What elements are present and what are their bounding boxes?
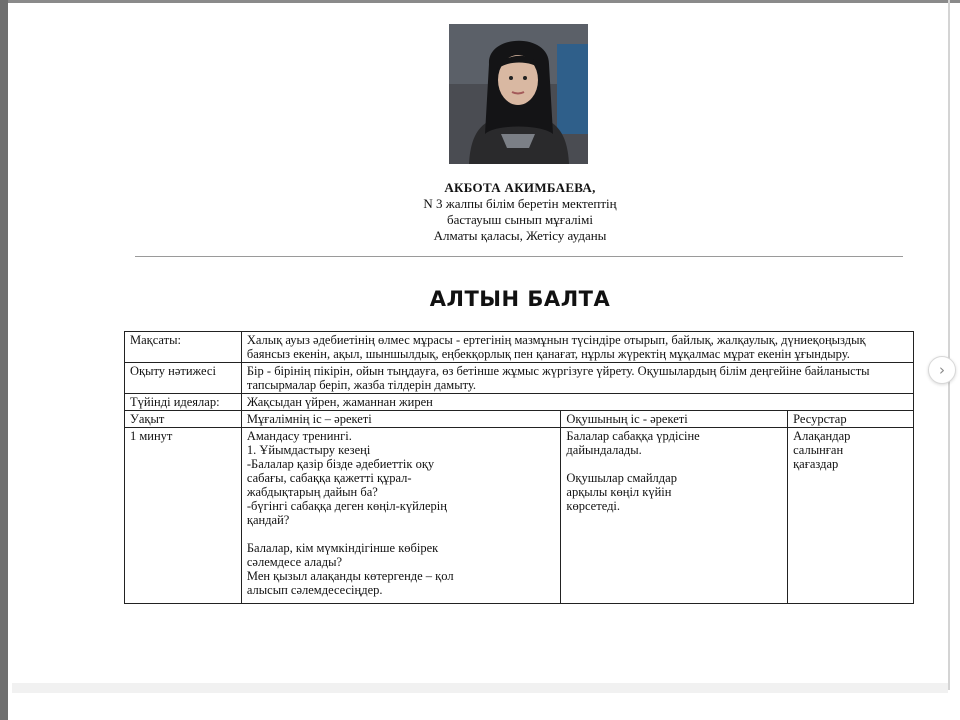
author-name: АКБОТА АКИМБАЕВА, [444,180,596,195]
author-location: Алматы қаласы, Жетісу ауданы [433,228,607,243]
goal-text: Халық ауыз әдебиетінің өлмес мұрасы - ертегінің мазмұнын түсіндіре отырып, байлық, жалқаулық, дүниеқоңыздық баянсыз екенін, ақыл, шыншылдық, еңбекқорлық пен қанағат, нұрлы жүректің мұқалмас мұрат екенін ұғындыру. [241,332,913,363]
ideas-text: Жақсыдан үйрен, жаманнан жирен [241,394,913,411]
header-student: Оқушының іс - әрекеті [561,411,788,428]
author-position: бастауыш сынып мұғалімі [447,212,593,227]
teacher-line: сәлемдесе алады? [246,555,343,569]
teacher-line: Амандасу тренингі. [246,429,352,443]
divider-line [135,256,903,257]
resource-line: қағаздар [793,457,839,471]
teacher-line: -Балалар қазір бізде әдебиеттік оқу [246,457,435,471]
window-right-edge [948,0,950,690]
lesson-title: АЛТЫН БАЛТА [429,287,611,311]
bottom-strip [12,683,948,693]
teacher-line: 1. Ұйымдастыру кезеңі [246,443,371,457]
row-teacher-activity [241,428,561,604]
row-resources [788,428,914,604]
student-line: дайындалады. [566,443,642,457]
ideas-label: Түйінді идеялар: [125,394,242,411]
row-student-activity [561,428,788,604]
student-line: арқылы көңіл күйін [566,485,672,499]
table-row [125,363,914,394]
table-row [125,332,914,363]
chevron-right-icon: › [939,361,945,379]
table-row [125,428,914,604]
author-school: N 3 жалпы білім беретін мектептің [423,196,617,211]
author-block [300,180,740,244]
resource-line: салынған [793,443,844,457]
spacer [566,457,782,471]
teacher-line: -бүгінгі сабаққа деген көңіл-күйлерің [246,499,447,513]
header-resources: Ресурстар [788,411,914,428]
resource-line: Алақандар [793,429,851,443]
spacer [247,527,556,541]
table-header-row [125,411,914,428]
teacher-line: Балалар, кім мүмкіндігінше көбірек [246,541,439,555]
table-row [125,394,914,411]
header-teacher: Мұғалімнің іс – әрекеті [241,411,561,428]
student-line: Балалар сабаққа үрдісіне [566,429,700,443]
teacher-line: сабағы, сабаққа қажетті құрал- [246,471,412,485]
row-time: 1 минут [125,428,242,604]
student-line: Оқушылар смайлдар [566,471,677,485]
next-arrow-button[interactable] [928,356,956,384]
teacher-line: жабдықтарың дайын ба? [246,485,378,499]
portrait-image [449,24,588,164]
student-line: көрсетеді. [566,499,621,513]
teacher-line: қандай? [246,513,290,527]
window-left-edge [0,0,8,720]
goal-label: Мақсаты: [125,332,242,363]
result-text: Бір - бірінің пікірін, ойын тыңдауға, өз бетінше жұмыс жүргізуге үйрету. Оқушылардың білім деңгейіне байланысты тапсырмалар беріп, жазба тілдерін дамыту. [241,363,913,394]
header-time: Уақыт [125,411,242,428]
teacher-line: Мен қызыл алақанды көтергенде – қол [246,569,454,583]
author-photo [449,24,588,164]
teacher-line: алысып сәлемдесесіңдер. [246,583,383,597]
result-label: Оқыту нәтижесі [125,363,242,394]
lesson-plan-table [124,331,914,604]
